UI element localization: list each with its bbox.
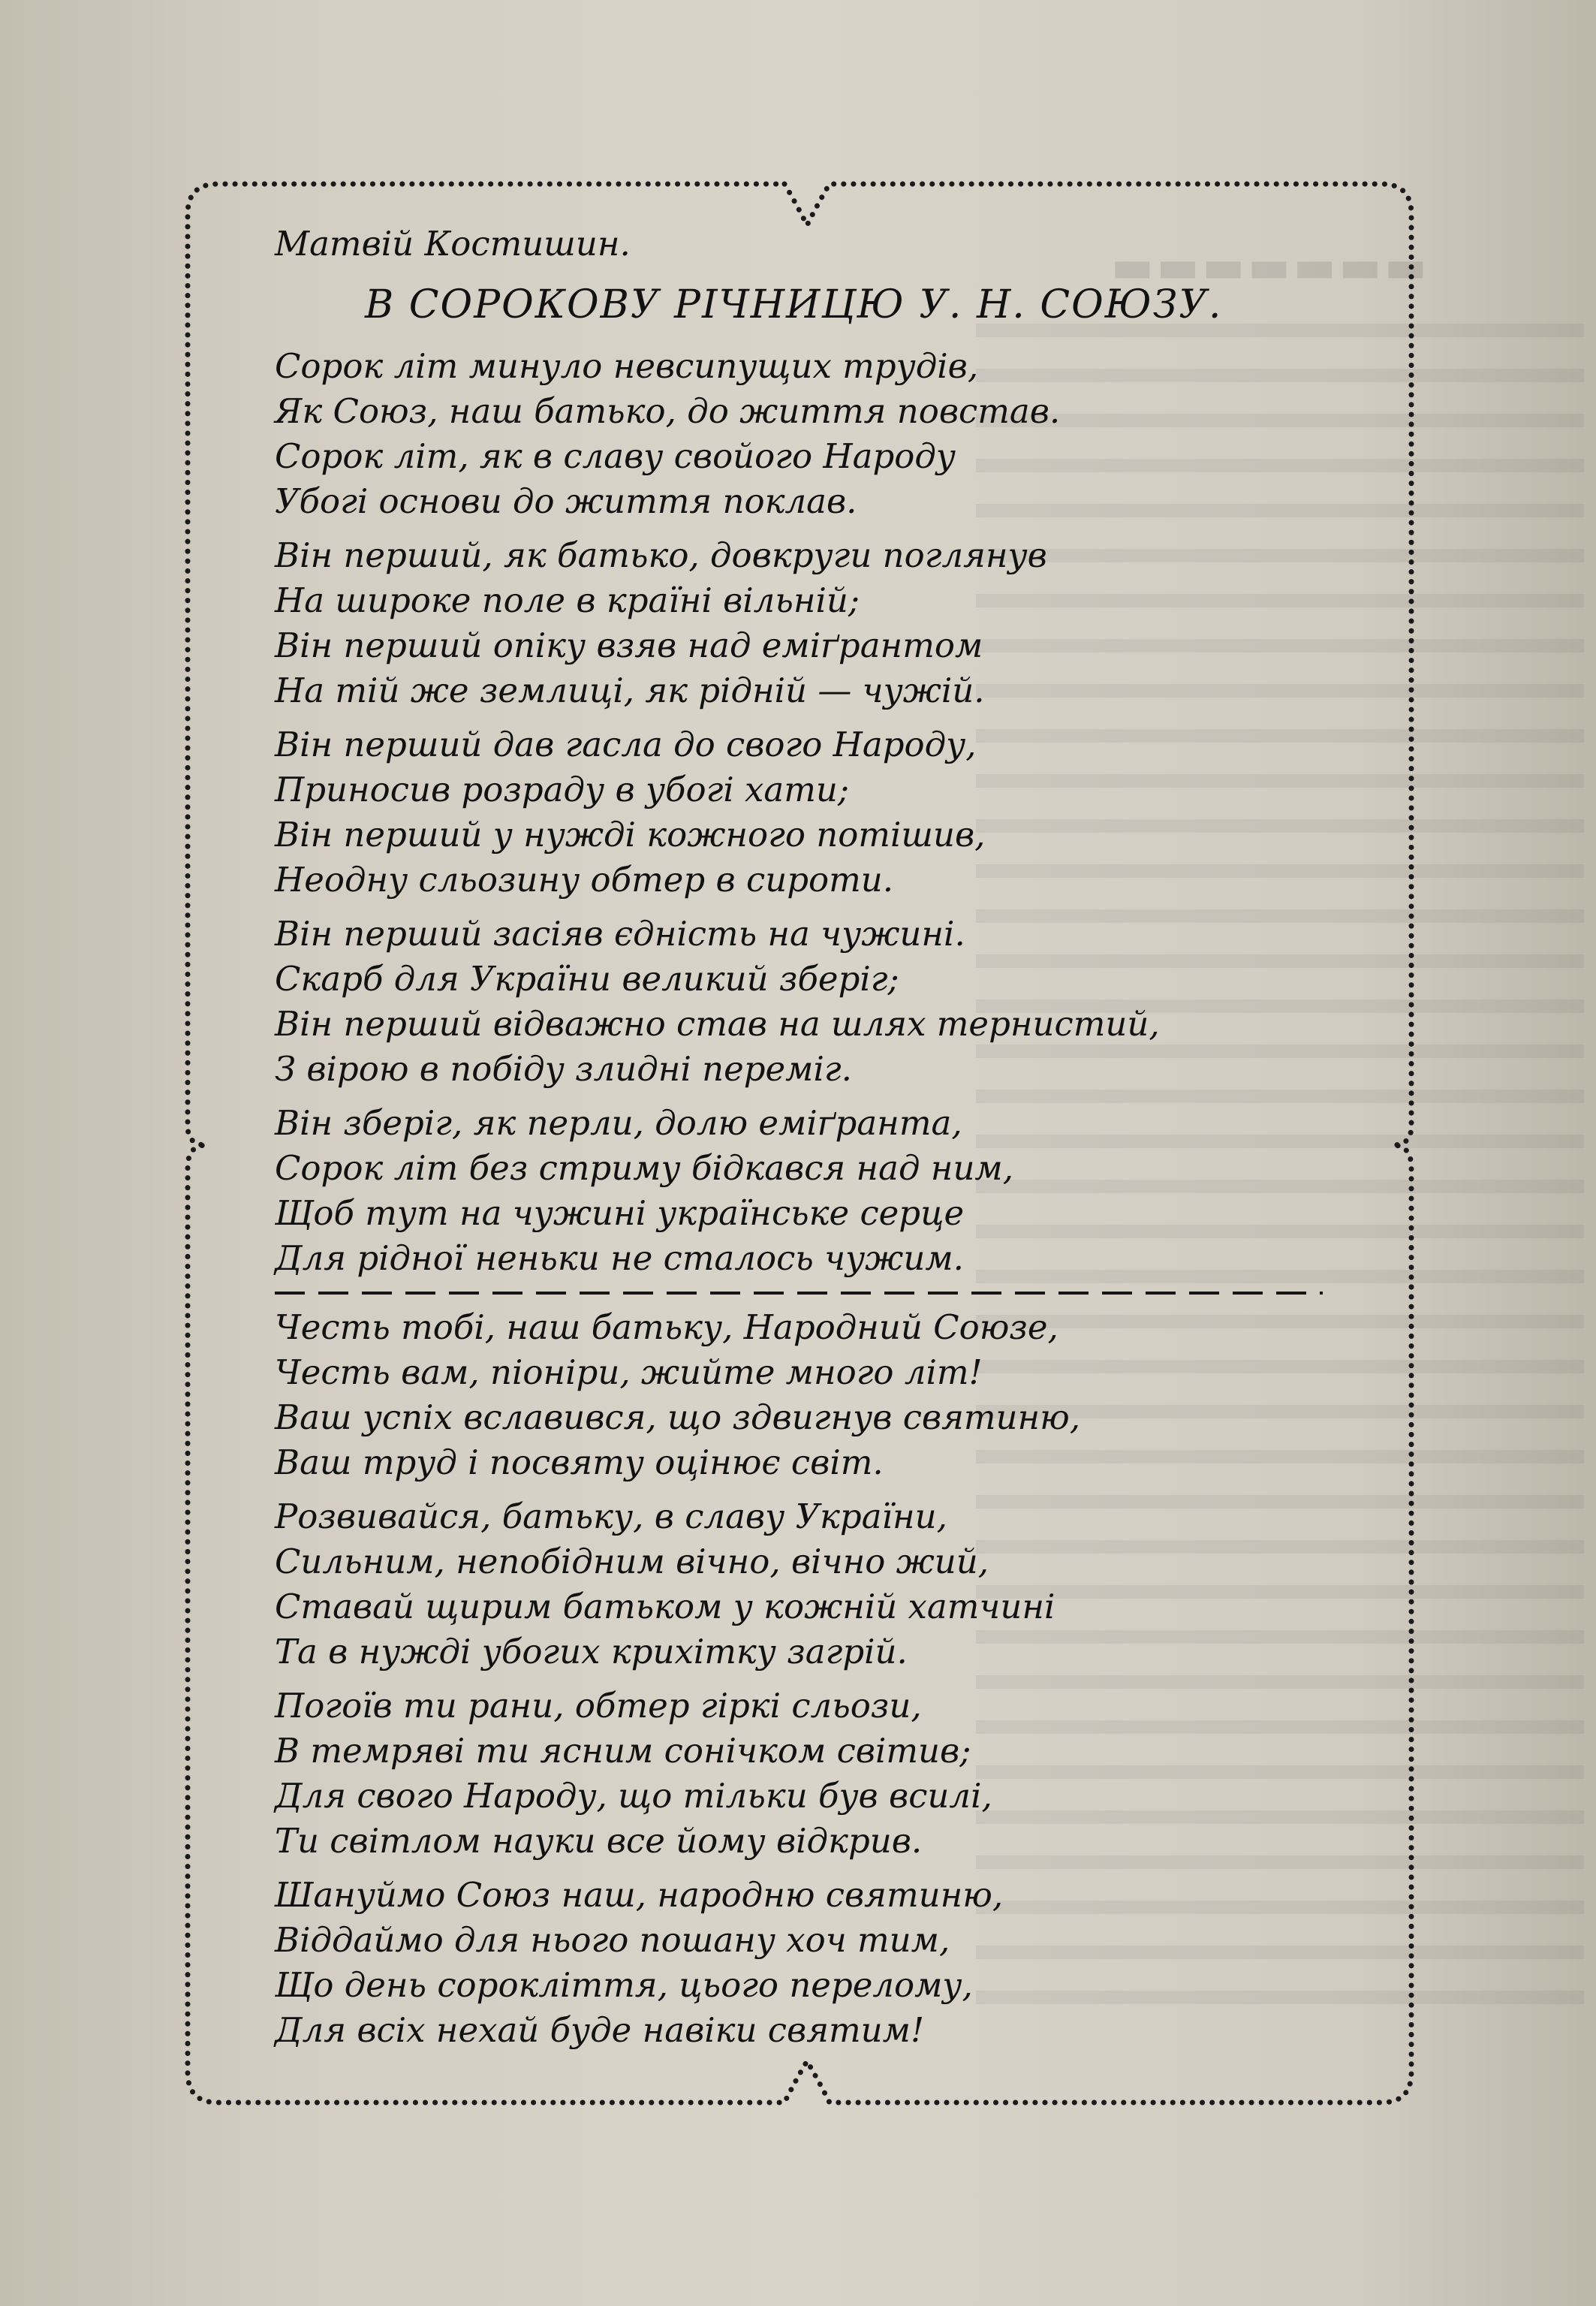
poem-line: Він перший у нужді кожного потішив, (275, 815, 986, 855)
poem-line: Сорок літ минуло невсипущих трудів, (275, 346, 979, 386)
poem-line: З вірою в побіду злидні переміг. (275, 1049, 852, 1089)
poem-line: Честь вам, піоніри, жийте много літ! (275, 1352, 983, 1392)
poem-line: Убогі основи до життя поклав. (275, 481, 857, 521)
poem-line: На широке поле в країні вільній; (275, 580, 860, 620)
poem-line: Як Союз, наш батько, до життя повстав. (275, 391, 1061, 431)
bleed-through-heading: ▬▬▬▬▬▬▬ (1111, 240, 1430, 293)
poem-line: Сильним, непобідним вічно, вічно жий, (275, 1542, 989, 1581)
poem-line: Для рідної неньки не сталось чужим. (275, 1238, 964, 1278)
stanza-7 (275, 1494, 1341, 1674)
poem-line: Розвивайся, батьку, в славу України, (275, 1497, 947, 1536)
poem-line: Ваш успіх вславився, що здвигнув святиню, (275, 1397, 1081, 1437)
poem-line: Погоїв ти рани, обтер гіркі сльози, (275, 1686, 922, 1726)
poem-line: Для свого Народу, що тільки був всилі, (275, 1776, 992, 1816)
poem-line: Ваш труд і посвяту оцінює світ. (275, 1442, 884, 1482)
poem-line: Сорок літ, як в славу свойого Народу (275, 436, 956, 476)
poem-line: Він зберіг, як перли, долю еміґранта, (275, 1103, 962, 1143)
poem-line: Неодну сльозину обтер в сироти. (275, 860, 894, 900)
stanza-5 (275, 1101, 1341, 1281)
poem-line: Скарб для України великий зберіг; (275, 959, 899, 999)
stanza-9 (275, 1873, 1341, 2053)
poem-line: Приносив розраду в убогі хати; (275, 770, 850, 809)
poem-line: Він перший засіяв єдність на чужині. (275, 914, 965, 954)
stanza-1 (275, 344, 1341, 524)
poem-line: Щоб тут на чужині українське серце (275, 1193, 965, 1233)
poem-line: Шануймо Союз наш, народню святиню, (275, 1875, 1004, 1915)
poem-line: Що день сорокліття, цього перелому, (275, 1965, 973, 2005)
poem-line: В темряві ти ясним сонічком світив; (275, 1731, 971, 1771)
stanza-2 (275, 533, 1341, 713)
poem-line: Він перший, як батько, довкруги поглянув (275, 535, 1047, 575)
stanza-3 (275, 722, 1341, 903)
poem-line: Він перший дав гасла до свого Народу, (275, 725, 977, 764)
author-name: Матвій Костишин. (275, 224, 631, 264)
poem-line: Сорок літ без стриму бідкався над ним, (275, 1148, 1014, 1188)
poem-line: Ставай щирим батьком у кожній хатчині (275, 1587, 1055, 1626)
poem-line: Віддаймо для нього пошану хоч тим, (275, 1920, 950, 1960)
poem-line: Ти світлом науки все йому відкрив. (275, 1821, 923, 1861)
poem-line: Та в нужді убогих крихітку загрій. (275, 1632, 908, 1671)
poem-title: В СОРОКОВУ РІЧНИЦЮ У. Н. СОЮЗУ. (365, 282, 1223, 327)
poem-line: Для всіх нехай буде навіки святим! (275, 2010, 925, 2050)
stanza-6 (275, 1305, 1341, 1485)
poem-line: Він перший опіку взяв над еміґрантом (275, 625, 983, 665)
poem-line: Він перший відважно став на шлях тернистий, (275, 1004, 1160, 1044)
stanza-4 (275, 912, 1341, 1092)
stanza-8 (275, 1684, 1341, 1864)
poem-line: На тій же землиці, як рідній — чужій. (275, 671, 985, 710)
poem-line: Честь тобі, наш батьку, Народний Союзе, (275, 1307, 1058, 1347)
